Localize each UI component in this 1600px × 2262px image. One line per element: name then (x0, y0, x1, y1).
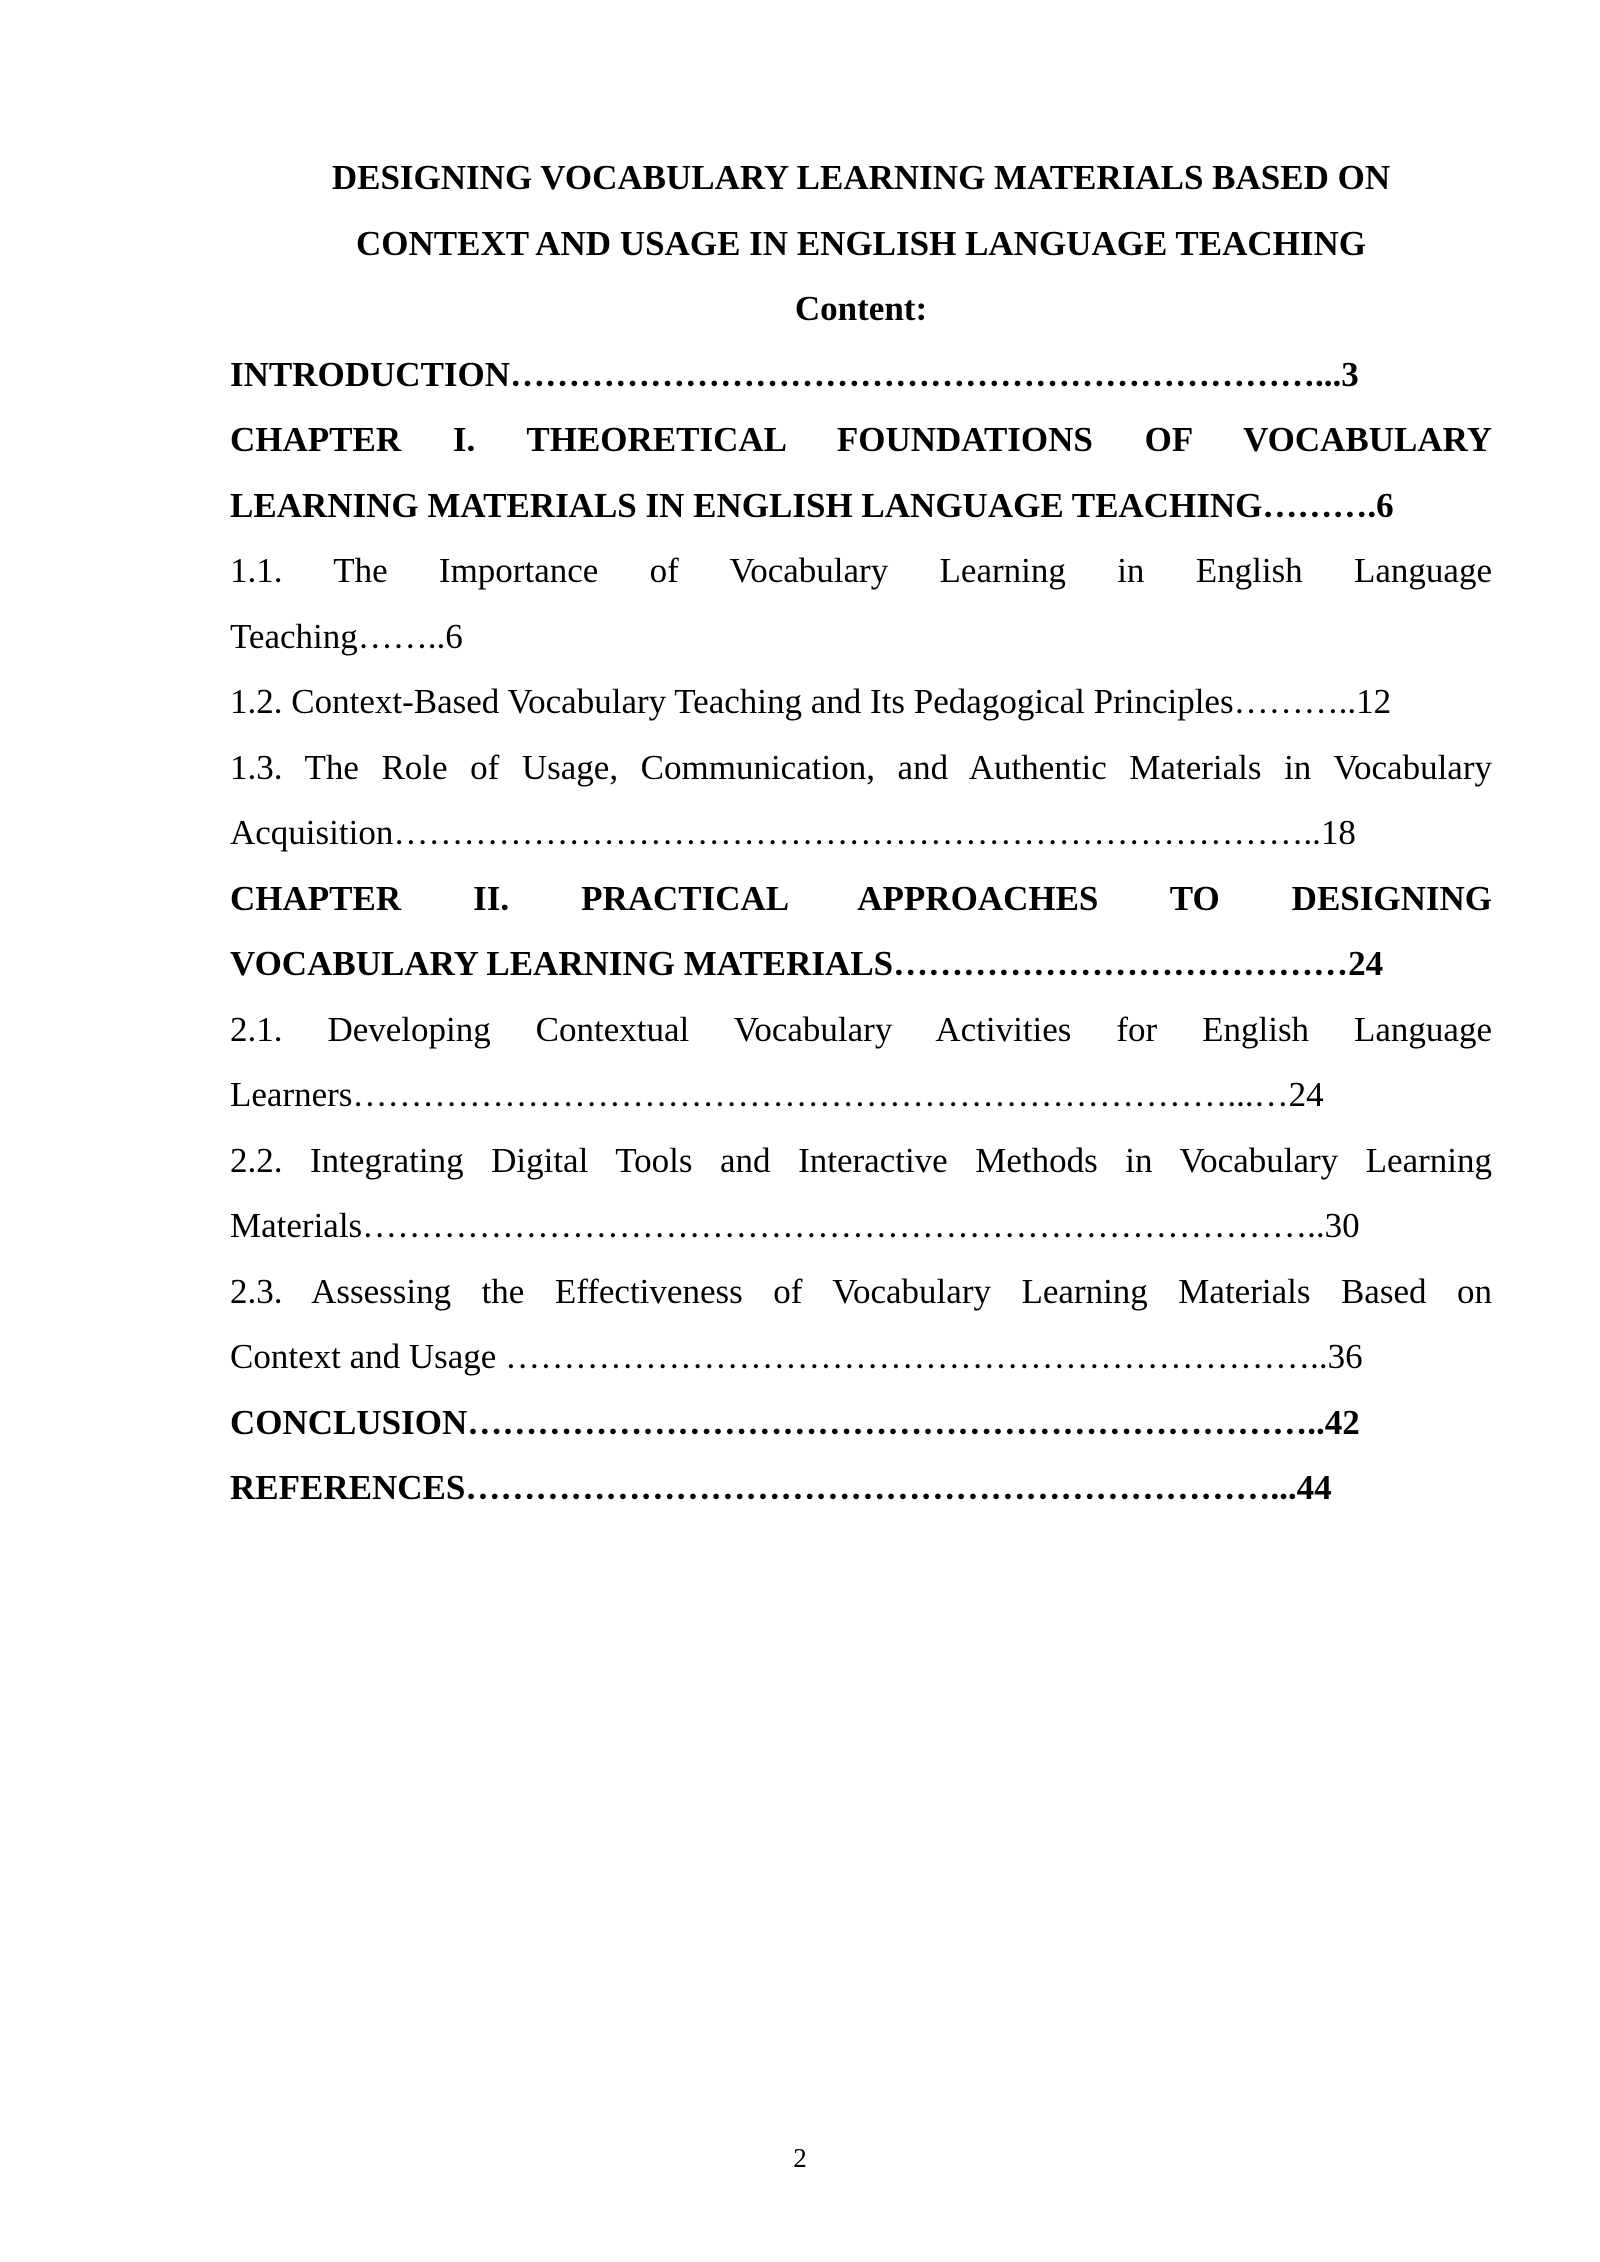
toc-entry-section-1-3-line-1: 1.3. The Role of Usage, Communication, and Authentic Materials in Vocabulary (230, 747, 1492, 787)
toc-entry-section-2-3 (230, 1259, 1492, 1390)
toc-entry-conclusion-text: CONCLUSION………………………………………………………………..42 (230, 1402, 1360, 1442)
toc-entry-section-2-2-line-2: Materials………………………………………………………………………..30 (230, 1206, 1360, 1245)
toc-entry-chapter-2 (230, 866, 1492, 997)
toc-entry-section-1-3 (230, 735, 1492, 866)
document-content (230, 145, 1492, 1521)
page-number: 2 (793, 2143, 807, 2173)
toc-entry-section-1-2 (230, 669, 1492, 735)
toc-entry-introduction (230, 342, 1492, 408)
toc-entry-section-2-1-line-2: Learners…………………………………………………………………...…24 (230, 1075, 1324, 1114)
toc-entry-introduction-text: INTRODUCTION……………………………………………………………...3 (230, 354, 1359, 394)
document-title-line-1: DESIGNING VOCABULARY LEARNING MATERIALS BASED ON (331, 158, 1391, 197)
toc-entry-section-2-3-line-2: Context and Usage ……………………………………………………………..36 (230, 1337, 1363, 1376)
document-title-line-2: CONTEXT AND USAGE IN ENGLISH LANGUAGE TEACHING (355, 223, 1367, 263)
toc-entry-chapter-2-line-1: CHAPTER II. PRACTICAL APPROACHES TO DESIGNING (230, 878, 1492, 918)
toc-entry-chapter-1 (230, 407, 1492, 538)
toc-entry-references (230, 1455, 1492, 1521)
toc-entry-section-2-1-line-1: 2.1. Developing Contextual Vocabulary Activities for English Language (230, 1009, 1492, 1049)
toc-entry-section-1-1-line-2: Teaching……..6 (230, 616, 463, 656)
toc-entry-conclusion (230, 1390, 1492, 1456)
toc-heading: Content: (794, 289, 928, 328)
toc-entry-section-1-1 (230, 538, 1492, 669)
toc-entry-section-1-2-text: 1.2. Context-Based Vocabulary Teaching and Its Pedagogical Principles………..12 (230, 682, 1392, 721)
toc-entry-references-text: REFERENCES……………………………………………………………...44 (230, 1468, 1332, 1507)
toc-entry-section-2-2 (230, 1128, 1492, 1259)
toc-entry-chapter-2-line-2: VOCABULARY LEARNING MATERIALS…………………………………24 (230, 944, 1384, 983)
toc-entry-chapter-1-line-1: CHAPTER I. THEORETICAL FOUNDATIONS OF VOCABULARY (230, 420, 1492, 459)
toc-entry-section-1-1-line-1: 1.1. The Importance of Vocabulary Learning in English Language (230, 551, 1492, 590)
toc-entry-section-2-3-line-1: 2.3. Assessing the Effectiveness of Vocabulary Learning Materials Based on (230, 1271, 1492, 1311)
toc-entry-section-1-3-line-2: Acquisition……………………………………………………………………..18 (230, 813, 1356, 852)
toc-entry-chapter-1-line-2: LEARNING MATERIALS IN ENGLISH LANGUAGE TEACHING……….6 (230, 485, 1394, 525)
toc-entry-section-2-2-line-1: 2.2. Integrating Digital Tools and Interactive Methods in Vocabulary Learning (230, 1140, 1492, 1180)
toc-entry-section-2-1 (230, 997, 1492, 1128)
